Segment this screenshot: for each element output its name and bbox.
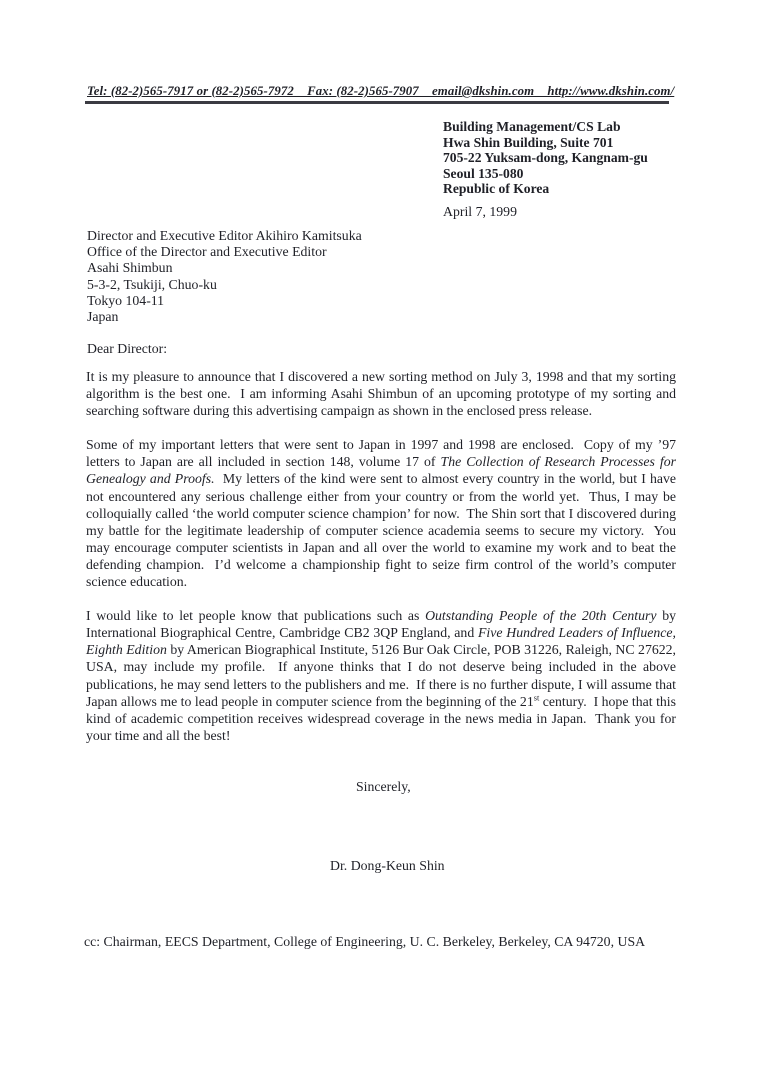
text-run: The Collection of Research Processes for Genealogy and Proofs. (86, 454, 676, 487)
letter-date: April 7, 1999 (443, 204, 517, 219)
address-line: Office of the Director and Executive Editor (87, 244, 327, 260)
address-line: 705-22 Yuksam-dong, Kangnam-gu (443, 150, 648, 166)
letterhead-rule (85, 101, 669, 104)
salutation: Dear Director: (87, 341, 168, 356)
text-run: My letters of the kind were sent to almost every country in the world, but I have not encountered any serious challenge either from your country or from the world yet. Thus, I may be colloquially called ‘the world computer science champion’ for now. The Shin sort that I discovered during my battle for the legitimate leadership of computer science academia seems to secure my victory. You may encourage computer scientists in Japan and all over the world to examine my work and to beat the defending champion. I’d welcome a championship fight to seize firm control of the world’s computer science education. (86, 471, 676, 590)
address-line: Director and Executive Editor Akihiro Kamitsuka (87, 228, 362, 243)
text-run: Some of my important letters that were sent to Japan in 1997 and 1998 are enclosed. Copy of my ’97 letters to Japan are all included in section 148, volume 17 of (86, 437, 676, 470)
letterhead-contact-line: Tel: (82-2)565-7917 or (82-2)565-7972 Fax: (82-2)565-7907 email@dkshin.com http://www.dkshin.com/ (87, 84, 675, 98)
text-run: Five Hundred Leaders of Influence, Eighth Edition (86, 625, 677, 658)
address-line: Japan (87, 309, 119, 325)
letter-paragraph-1 (86, 368, 676, 419)
letter-paragraph-2 (86, 436, 676, 590)
letter-body (86, 368, 676, 761)
text-run: I would like to let people know that publications such as (86, 608, 426, 624)
text-run: by International Biographical Centre, Cambridge CB2 3QP England, and (86, 608, 677, 641)
address-line: Seoul 135-080 (443, 165, 524, 181)
letter-paragraph-3 (86, 607, 676, 744)
address-line: Tokyo 104-11 (87, 292, 165, 308)
address-line: Building Management/CS Lab (443, 119, 621, 134)
text-run: st (533, 693, 540, 702)
address-line: Hwa Shin Building, Suite 701 (443, 134, 614, 150)
signature-name: Dr. Dong-Keun Shin (330, 858, 445, 873)
text-run: Outstanding People of the 20th Century (425, 608, 657, 624)
cc-line: cc: Chairman, EECS Department, College of Engineering, U. C. Berkeley, Berkeley, CA 94720, USA (84, 934, 646, 949)
text-run: century. I hope that this kind of academic competition receives widespread coverage in the news media in Japan. Thank you for your time and all the best! (86, 693, 677, 743)
address-line: 5-3-2, Tsukiji, Chuo-ku (87, 276, 217, 292)
address-line: Asahi Shimbun (87, 260, 173, 276)
text-run: by American Biographical Institute, 5126 Bur Oak Circle, POB 31226, Raleigh, NC 27622, USA, may include my profile. If anyone thinks that I do not deserve being included in the above publications, he may send letters to the publishers and me. If there is no further dispute, I will assume that Japan allows me to lead people in computer science from the beginning of the 21 (86, 642, 676, 709)
address-line: Republic of Korea (443, 181, 550, 197)
sender-address-block (443, 119, 648, 197)
text-run: It is my pleasure to announce that I discovered a new sorting method on July 3, 1998 and that my sorting algorithm is the best one. I am informing Asahi Shimbun of an upcoming prototype of my sorting and searching software during this advertising campaign as shown in the enclosed press release. (86, 369, 676, 419)
recipient-address-block (87, 228, 362, 325)
closing: Sincerely, (356, 779, 411, 794)
